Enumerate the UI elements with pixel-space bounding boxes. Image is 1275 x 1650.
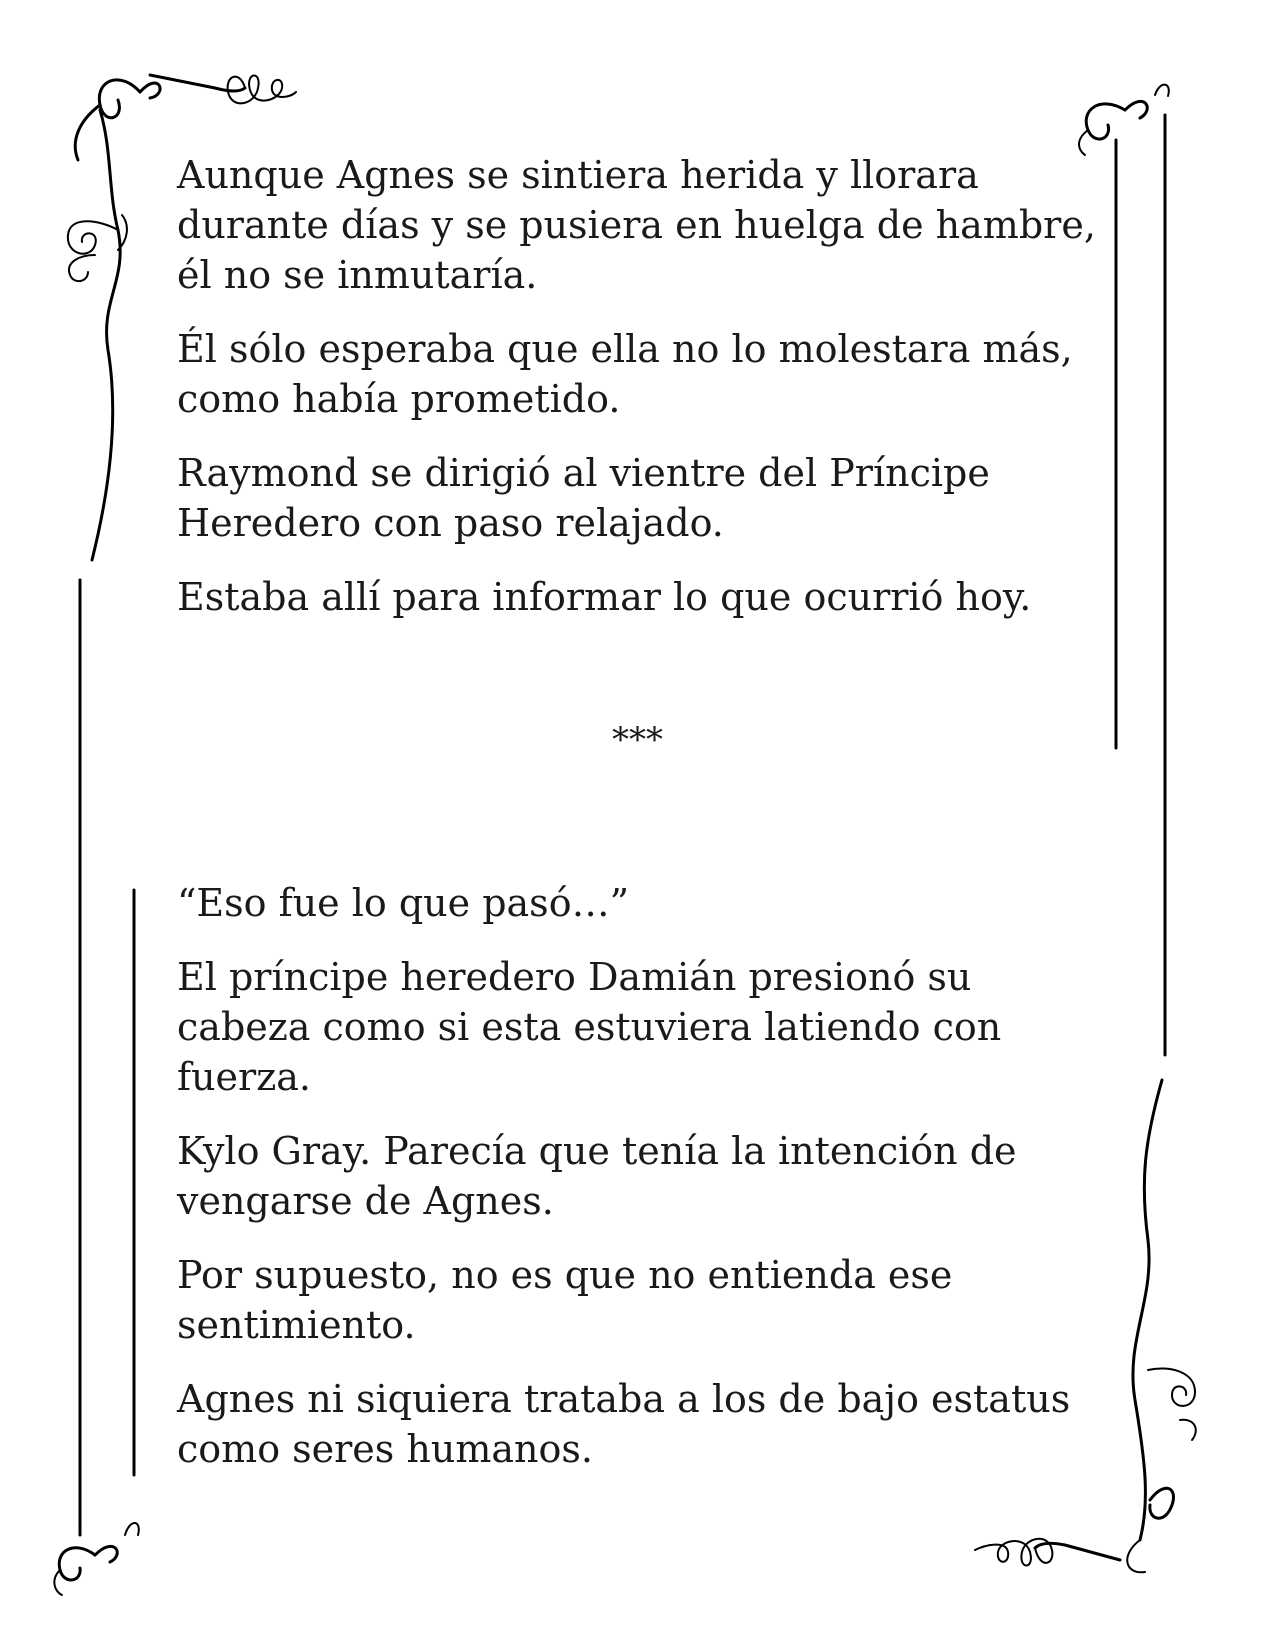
text-line: Por supuesto, no es que no entienda ese — [177, 1253, 953, 1297]
paragraph — [177, 150, 1107, 300]
text-line: Estaba allí para informar lo que ocurrió hoy. — [177, 575, 1032, 619]
paragraph — [177, 1250, 1107, 1350]
text-line: Heredero con paso relajado. — [177, 501, 724, 545]
text-line: como había prometido. — [177, 377, 621, 421]
text-line: Agnes ni siquiera trataba a los de bajo estatus — [177, 1377, 1071, 1421]
paragraph — [177, 1126, 1107, 1226]
text-line: fuerza. — [177, 1055, 311, 1099]
text-line: durante días y se pusiera en huelga de hambre, — [177, 203, 1096, 247]
text-line: como seres humanos. — [177, 1427, 593, 1471]
paragraph — [177, 324, 1107, 424]
text-line: El príncipe heredero Damián presionó su — [177, 955, 972, 999]
text-line: cabeza como si esta estuviera latiendo con — [177, 1005, 1002, 1049]
text-line: vengarse de Agnes. — [177, 1179, 554, 1223]
text-line: Kylo Gray. Parecía que tenía la intención de — [177, 1129, 1017, 1173]
text-line: Él sólo esperaba que ella no lo molestara más, — [177, 327, 1073, 371]
paragraph — [177, 878, 1107, 928]
text-line: Aunque Agnes se sintiera herida y llorara — [177, 153, 979, 197]
paragraph — [177, 1374, 1107, 1474]
section-separator: *** — [612, 720, 663, 760]
paragraph — [177, 952, 1107, 1102]
text-line: él no se inmutaría. — [177, 253, 538, 297]
text-line: “Eso fue lo que pasó…” — [177, 881, 629, 925]
text-line: Raymond se dirigió al vientre del Príncipe — [177, 451, 990, 495]
bottom-left-flourish-icon — [54, 1523, 138, 1595]
text-line: sentimiento. — [177, 1303, 416, 1347]
paragraph — [177, 448, 1107, 548]
paragraph — [177, 572, 1107, 622]
